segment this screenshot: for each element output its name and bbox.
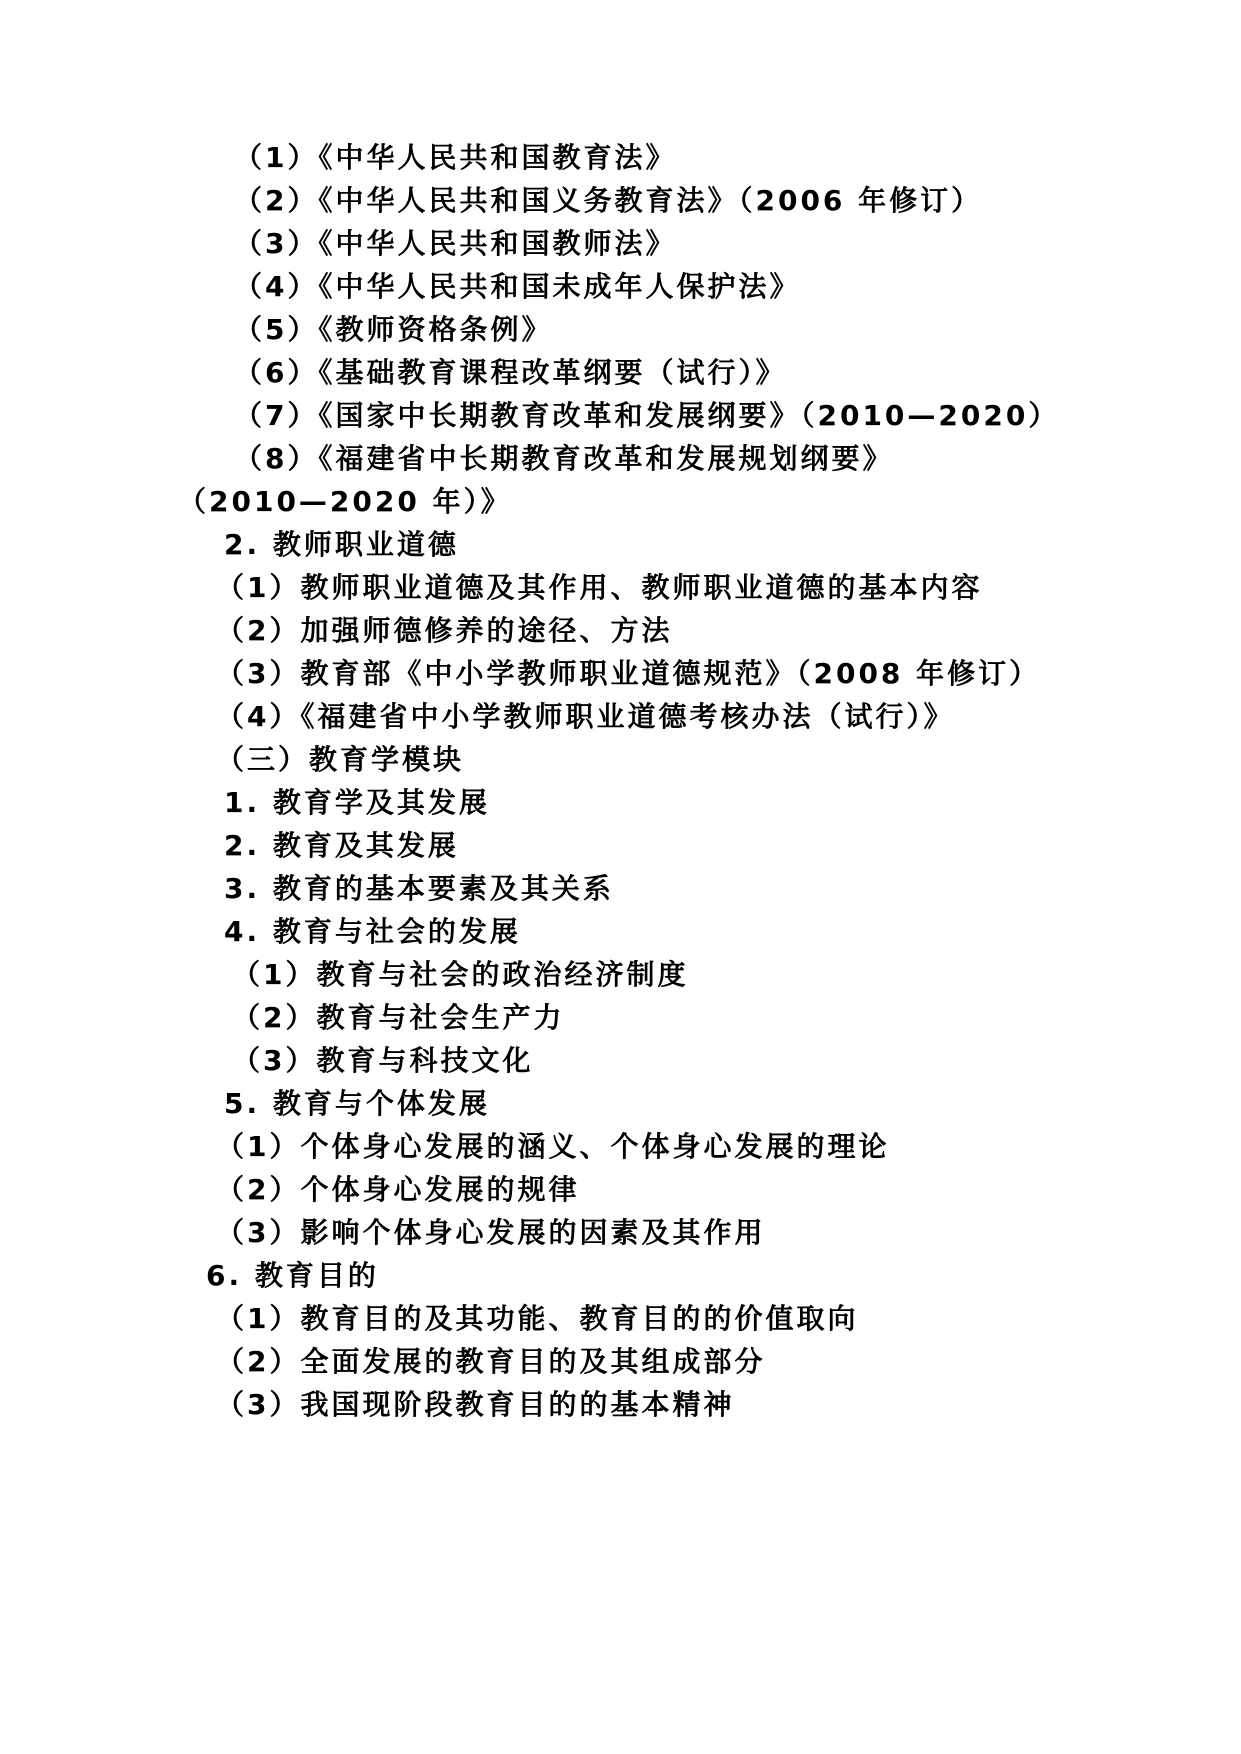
- pedagogy-topic-6: 6. 教育目的: [206, 1259, 379, 1292]
- society-item-3: （3）教育与科技文化: [232, 1044, 534, 1077]
- law-item-1: （1）《中华人民共和国教育法》: [234, 141, 677, 174]
- module-heading-pedagogy: （三）教育学模块: [216, 743, 465, 776]
- individual-item-2: （2）个体身心发展的规律: [216, 1173, 580, 1206]
- aims-item-3: （3）我国现阶段教育目的的基本精神: [216, 1388, 735, 1421]
- ethics-item-3: （3）教育部《中小学教师职业道德规范》（2008 年修订）: [216, 657, 1041, 690]
- law-item-8: （8）《福建省中长期教育改革和发展规划纲要》: [234, 442, 894, 475]
- law-item-6: （6）《基础教育课程改革纲要（试行）》: [234, 356, 787, 389]
- section-heading-ethics: 2. 教师职业道德: [224, 528, 459, 561]
- pedagogy-topic-1: 1. 教育学及其发展: [224, 786, 490, 819]
- ethics-item-4: （4）《福建省中小学教师职业道德考核办法（试行）》: [216, 700, 955, 733]
- aims-item-1: （1）教育目的及其功能、教育目的的价值取向: [216, 1302, 859, 1335]
- law-item-8-continued: （2010—2020 年）》: [178, 485, 512, 518]
- law-item-5: （5）《教师资格条例》: [234, 313, 553, 346]
- individual-item-3: （3）影响个体身心发展的因素及其作用: [216, 1216, 766, 1249]
- pedagogy-topic-5: 5. 教育与个体发展: [224, 1087, 490, 1120]
- law-item-2: （2）《中华人民共和国义务教育法》（2006 年修订）: [234, 184, 983, 217]
- pedagogy-topic-2: 2. 教育及其发展: [224, 829, 459, 862]
- law-item-7: （7）《国家中长期教育改革和发展纲要》（2010—2020）: [234, 399, 1060, 432]
- law-item-4: （4）《中华人民共和国未成年人保护法》: [234, 270, 801, 303]
- law-item-3: （3）《中华人民共和国教师法》: [234, 227, 677, 260]
- pedagogy-topic-4: 4. 教育与社会的发展: [224, 915, 521, 948]
- ethics-item-1: （1）教师职业道德及其作用、教师职业道德的基本内容: [216, 571, 983, 604]
- aims-item-2: （2）全面发展的教育目的及其组成部分: [216, 1345, 766, 1378]
- society-item-1: （1）教育与社会的政治经济制度: [232, 958, 689, 991]
- ethics-item-2: （2）加强师德修养的途径、方法: [216, 614, 673, 647]
- pedagogy-topic-3: 3. 教育的基本要素及其关系: [224, 872, 614, 905]
- individual-item-1: （1）个体身心发展的涵义、个体身心发展的理论: [216, 1130, 890, 1163]
- society-item-2: （2）教育与社会生产力: [232, 1001, 565, 1034]
